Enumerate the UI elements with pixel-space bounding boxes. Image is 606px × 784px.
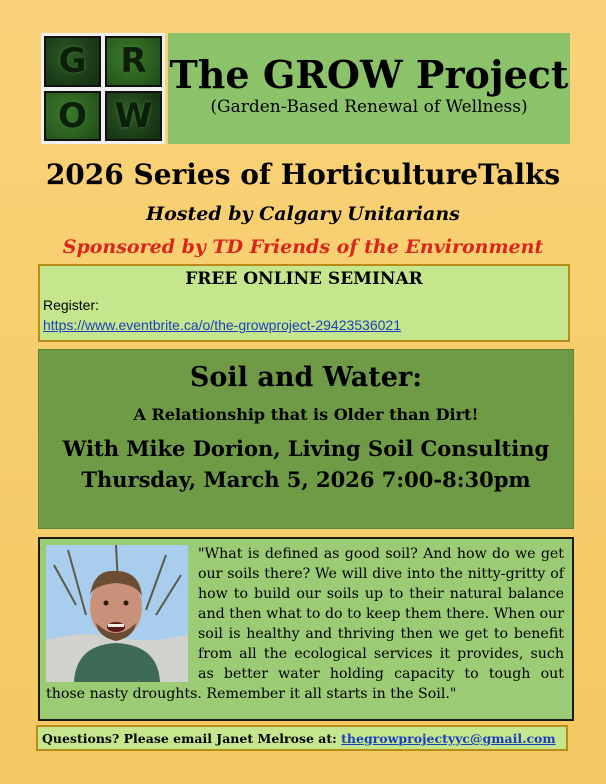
sponsored-by: Sponsored by TD Friends of the Environment: [62, 236, 544, 258]
page-title: The GROW Project: [169, 52, 569, 97]
register-link[interactable]: https://www.eventbrite.ca/o/the-growproject-29423536021: [43, 317, 401, 333]
talk-datetime: Thursday, March 5, 2026 7:00-8:30pm: [81, 467, 531, 492]
quote-text: "What is defined as good soil? And how do we get our soils there? We will dive into the nitty-gritty of how to build our soils up to their natural balance and then what to do to keep them there. When our soil is healthy and thriving then we get to benefit from all the ecological services it provides, such as better water holding capacity to tough out those nasty droughts. Remember it all starts in the Soil.": [46, 546, 564, 702]
grow-logo: [41, 33, 165, 144]
quote-box: [38, 537, 574, 721]
title-banner: [168, 33, 570, 144]
photo-spacer: [46, 544, 198, 684]
contact-label: Questions? Please email Janet Melrose at:: [42, 731, 342, 746]
logo-tile-r: R: [105, 36, 162, 87]
register-label: Register:: [43, 297, 100, 313]
quote-text-container: [46, 544, 564, 704]
talk-box: [38, 349, 574, 529]
talk-speaker: With Mike Dorion, Living Soil Consulting: [62, 436, 550, 461]
contact-email-link[interactable]: thegrowprojectyyc@gmail.com: [341, 731, 556, 746]
talk-title: Soil and Water:: [189, 362, 423, 393]
hosted-by: Hosted by Calgary Unitarians: [146, 203, 460, 225]
contact-box: [36, 725, 568, 751]
logo-tile-w: W: [105, 91, 162, 142]
talk-subtitle: A Relationship that is Older than Dirt!: [133, 405, 479, 424]
seminar-heading: FREE ONLINE SEMINAR: [185, 269, 423, 289]
seminar-box: [38, 264, 570, 342]
logo-tile-g: G: [44, 36, 101, 87]
page-subtitle: (Garden-Based Renewal of Wellness): [210, 97, 528, 117]
logo-tile-o: O: [44, 91, 101, 142]
series-heading: 2026 Series of HorticultureTalks: [45, 158, 561, 191]
